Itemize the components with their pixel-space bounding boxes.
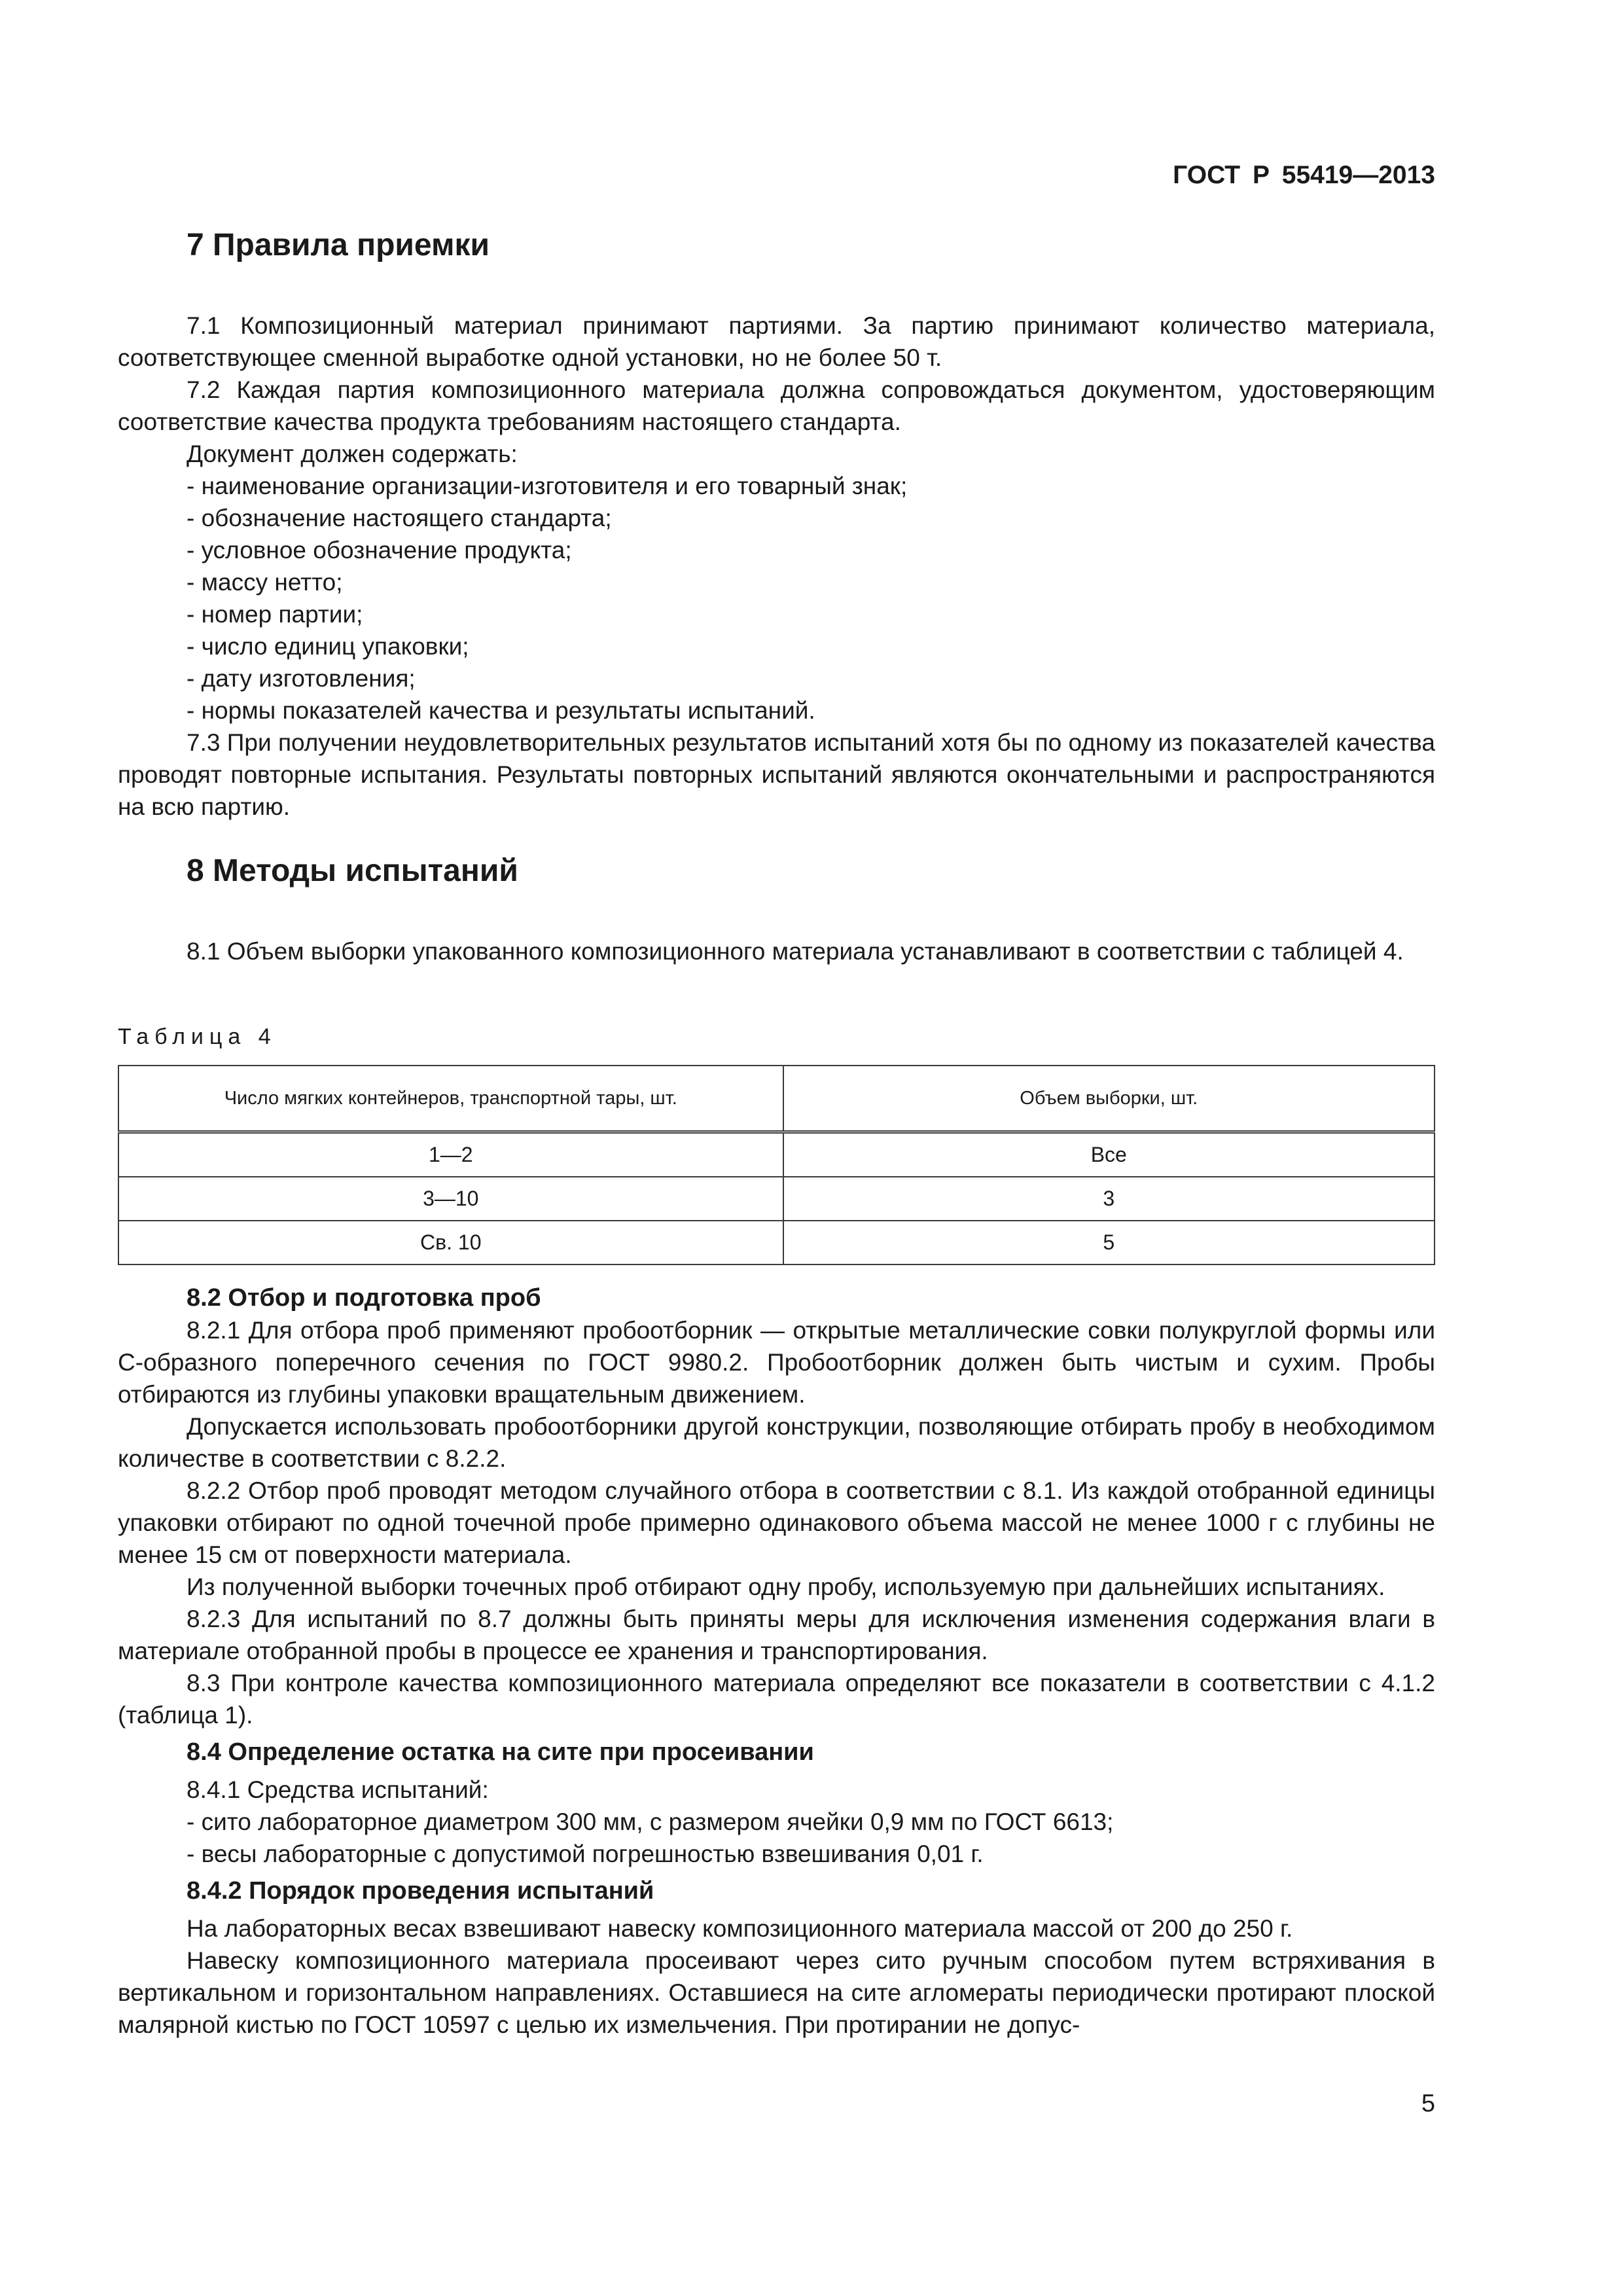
page-number: 5 xyxy=(1421,2090,1435,2117)
list-item: - массу нетто; xyxy=(187,569,343,596)
list-item: - весы лабораторные с допустимой погрешностью взвешивания 0,01 г. xyxy=(187,1840,984,1867)
paragraph-8-2-3: 8.2.3 Для испытаний по 8.7 должны быть приняты меры для исключения изменения содержания влаги в материале отобранной пробы в процессе ее хранения и транспортирования. xyxy=(118,1605,1435,1664)
document-contents-intro: Документ должен содержать: xyxy=(187,440,518,467)
column-header-sample-size: Объем выборки, шт. xyxy=(783,1066,1435,1132)
table-caption: Таблица 4 xyxy=(118,1024,277,1049)
column-header-containers: Число мягких контейнеров, транспортной тары, шт. xyxy=(118,1066,783,1132)
section-8-title: 8 Методы испытаний xyxy=(187,853,518,888)
table-row xyxy=(118,1221,1435,1265)
paragraph-8-4-2-sieving: Навеску композиционного материала просеивают через сито ручным способом путем встряхивания в вертикальном и горизонтальном направлениях. Оставшиеся на сите агломераты периодически протирают плоской малярной кистью по ГОСТ 10597 с целью их измельчения. При протирании не допус- xyxy=(118,1947,1435,2038)
table-cell: 1—2 xyxy=(118,1132,783,1177)
table-cell: Св. 10 xyxy=(118,1221,783,1265)
table-row xyxy=(118,1132,1435,1177)
paragraph-7-1: 7.1 Композиционный материал принимают партиями. За партию принимают количество материала, соответствующее сменной выработке одной установки, но не более 50 т. xyxy=(118,312,1435,371)
page-body xyxy=(118,226,1435,2041)
table-cell: 5 xyxy=(783,1221,1435,1265)
paragraph-8-4-2-weighing: На лабораторных весах взвешивают навеску композиционного материала массой от 200 до 250 г. xyxy=(187,1915,1293,1942)
paragraph-7-3: 7.3 При получении неудовлетворительных результатов испытаний хотя бы по одному из показателей качества проводят повторные испытания. Результаты повторных испытаний являются окончательными и распространяются на всю партию. xyxy=(118,729,1435,820)
paragraph-7-2: 7.2 Каждая партия композиционного материала должна сопровождаться документом, удостоверяющим соответствие качества продукта требованиям настоящего стандарта. xyxy=(118,376,1435,435)
list-item: - условное обозначение продукта; xyxy=(187,537,572,564)
table-cell: Все xyxy=(783,1132,1435,1177)
list-item: - номер партии; xyxy=(187,601,363,628)
list-item: - число единиц упаковки; xyxy=(187,633,469,660)
table-row xyxy=(118,1177,1435,1221)
section-7-title: 7 Правила приемки xyxy=(187,228,490,262)
paragraph-8-4-1: 8.4.1 Средства испытаний: xyxy=(187,1776,489,1803)
subsection-8-4-title: 8.4 Определение остатка на сите при просеивании xyxy=(187,1738,814,1766)
subsection-8-2-title: 8.2 Отбор и подготовка проб xyxy=(187,1284,541,1312)
subsection-8-4-2-title: 8.4.2 Порядок проведения испытаний xyxy=(187,1877,654,1905)
list-item: - нормы показателей качества и результаты испытаний. xyxy=(187,697,815,724)
paragraph-8-3: 8.3 При контроле качества композиционного материала определяют все показатели в соответствии с 4.1.2 (таблица 1). xyxy=(118,1670,1435,1729)
table-cell: 3 xyxy=(783,1177,1435,1221)
document-code: ГОСТ Р 55419—2013 xyxy=(1173,161,1435,189)
paragraph-8-2-1: 8.2.1 Для отбора проб применяют пробоотборник — открытые металлические совки полукруглой формы или С-образного поперечного сечения по ГОСТ 9980.2. Пробоотборник должен быть чистым и сухим. Пробы отбираются из глубины упаковки вращательным движением. xyxy=(118,1317,1435,1408)
table-cell: 3—10 xyxy=(118,1177,783,1221)
list-item: - обозначение настоящего стандарта; xyxy=(187,505,612,531)
list-item: - сито лабораторное диаметром 300 мм, с размером ячейки 0,9 мм по ГОСТ 6613; xyxy=(187,1808,1114,1835)
paragraph-8-2-1-note: Допускается использовать пробоотборники другой конструкции, позволяющие отбирать пробу в необходимом количестве в соответствии с 8.2.2. xyxy=(118,1413,1435,1472)
paragraph-8-1: 8.1 Объем выборки упакованного композиционного материала устанавливают в соответствии с таблицей 4. xyxy=(187,938,1404,965)
paragraph-8-2-2-note: Из полученной выборки точечных проб отбирают одну пробу, используемую при дальнейших испытаниях. xyxy=(187,1573,1385,1600)
sample-size-table xyxy=(118,1065,1435,1265)
list-item: - дату изготовления; xyxy=(187,665,416,692)
table-header-row xyxy=(118,1066,1435,1132)
paragraph-8-2-2: 8.2.2 Отбор проб проводят методом случайного отбора в соответствии с 8.1. Из каждой отобранной единицы упаковки отбирают по одной точечной пробе примерно одинакового объема массой не менее 1000 г с глубины не менее 15 см от поверхности материала. xyxy=(118,1477,1435,1568)
list-item: - наименование организации-изготовителя и его товарный знак; xyxy=(187,473,908,499)
